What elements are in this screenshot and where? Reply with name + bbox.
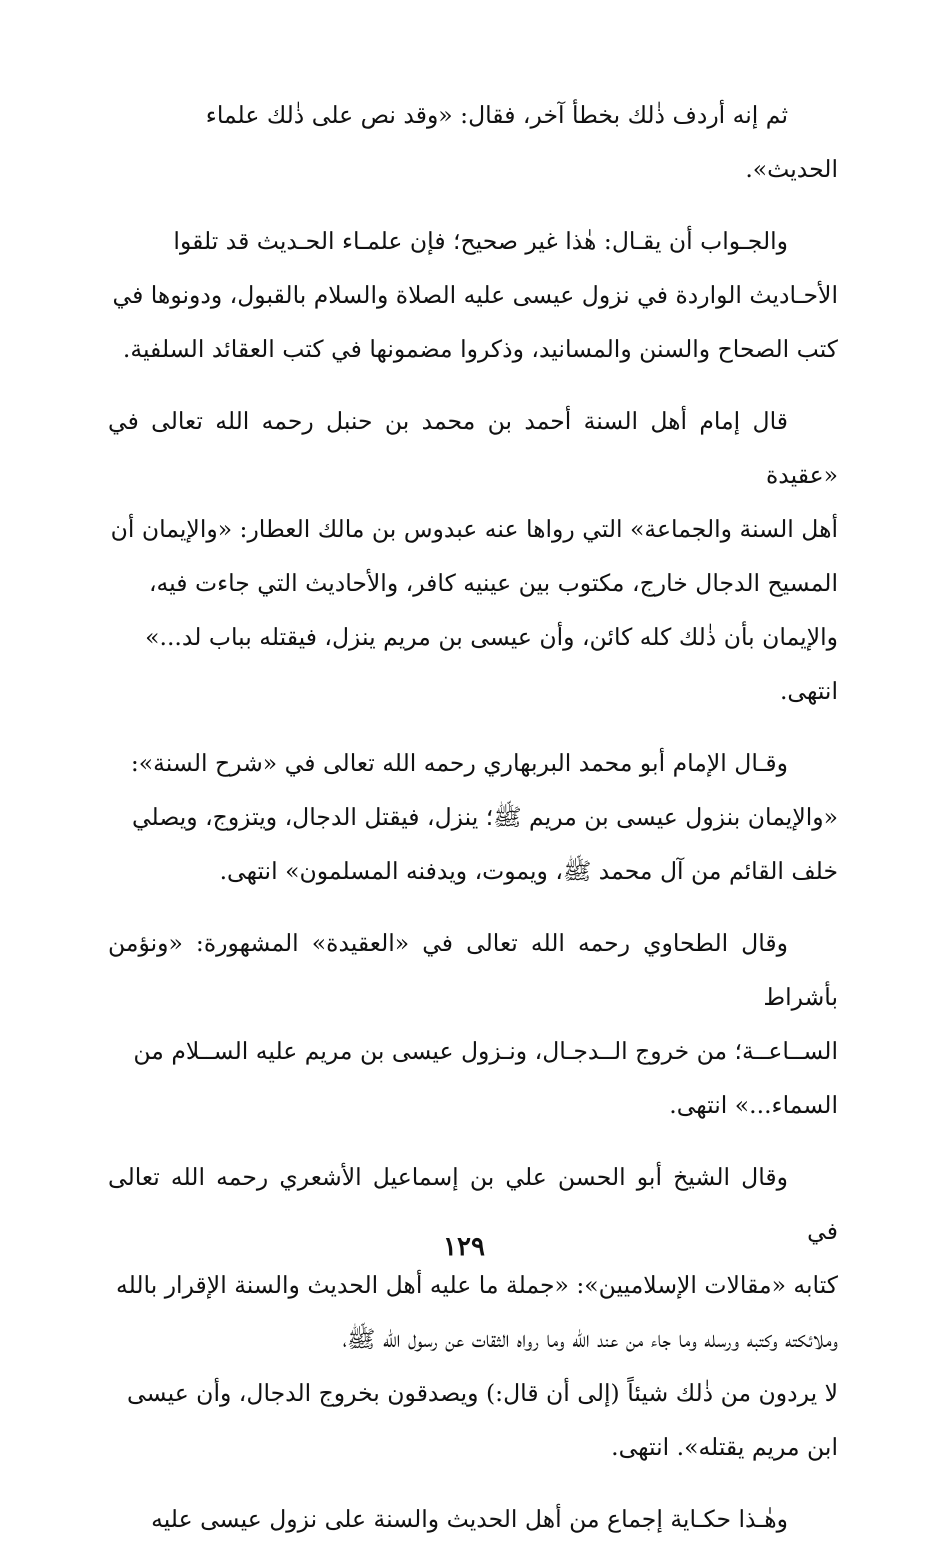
document-page — [108, 88, 838, 1564]
text-line: المسيح الدجال خارج، مكتوب بين عينيه كافر، والأحاديث التي جاءت فيه، — [148, 569, 838, 597]
text-line: انتهى. — [779, 677, 838, 705]
text-line: «والإيمان بنزول عيسى بن مريم ﷺ؛ ينزل، فيقتل الدجال، ويتزوج، ويصلي — [131, 803, 838, 831]
paragraph-4 — [108, 736, 838, 898]
text-line: الحديث». — [745, 155, 838, 183]
text-line: وقال الشيخ أبو الحسن علي بن إسماعيل الأشعري رحمه الله تعالى في — [108, 1163, 838, 1245]
text-line: قال إمام أهل السنة أحمد بن محمد بن حنبل رحمه الله تعالى في «عقيدة — [108, 407, 838, 489]
text-line: السماء...» انتهى. — [669, 1091, 838, 1119]
paragraph-3 — [108, 394, 838, 718]
page-number: ١٢٩ — [443, 1232, 485, 1262]
text-line: الأحـاديث الواردة في نزول عيسى عليه الصلاة والسلام بالقبول، ودونوها في — [112, 281, 838, 309]
text-line: خلف القائم من آل محمد ﷺ، ويموت، ويدفنه المسلمون» انتهى. — [219, 857, 838, 885]
text-line: كتب الصحاح والسنن والمسانيد، وذكروا مضمونها في كتب العقائد السلفية. — [122, 335, 838, 363]
text-line: وقـال الإمام أبو محمد البربهاري رحمه الله تعالى في «شرح السنة»: — [130, 749, 788, 777]
paragraph-7 — [108, 1492, 838, 1546]
paragraph-6 — [108, 1150, 838, 1474]
text-line: وملائكته وكتبه ورسله وما جاء من عند الله وما رواه الثقات عن رسول الله ﷺ، — [342, 1325, 838, 1353]
text-line: ثم إنه أردف ذٰلك بخطأ آخر، فقال: «وقد نص على ذٰلك علماء — [205, 101, 788, 129]
text-line: والإيمان بأن ذٰلك كله كائن، وأن عيسى بن مريم ينزل، فيقتله بباب لد...» — [145, 623, 838, 651]
text-line: وقال الطحاوي رحمه الله تعالى في «العقيدة» المشهورة: «ونؤمن بأشراط — [108, 929, 838, 1011]
text-line: لا يردون من ذٰلك شيئاً (إلى أن قال:) ويصدقون بخروج الدجال، وأن عيسى — [127, 1379, 838, 1407]
paragraph-2 — [108, 214, 838, 376]
text-line: وهٰـذا حكـاية إجماع من أهل الحديث والسنة على نزول عيسى عليه — [151, 1505, 788, 1533]
text-line: كتابه «مقالات الإسلاميين»: «جملة ما عليه أهل الحديث والسنة الإقرار بالله — [116, 1271, 838, 1299]
paragraph-5 — [108, 916, 838, 1132]
text-line: ابن مريم يقتله». انتهى. — [611, 1433, 838, 1461]
text-line: أهل السنة والجماعة» التي رواها عنه عبدوس بن مالك العطار: «والإيمان أن — [110, 515, 838, 543]
text-line: الســاعــة؛ من خروج الــدجـال، ونـزول عيسى بن مريم عليه الســلام من — [133, 1037, 838, 1065]
paragraph-1 — [108, 88, 838, 196]
text-line: والجـواب أن يقـال: هٰذا غير صحيح؛ فإن علمـاء الحـديث قد تلقوا — [173, 227, 788, 255]
